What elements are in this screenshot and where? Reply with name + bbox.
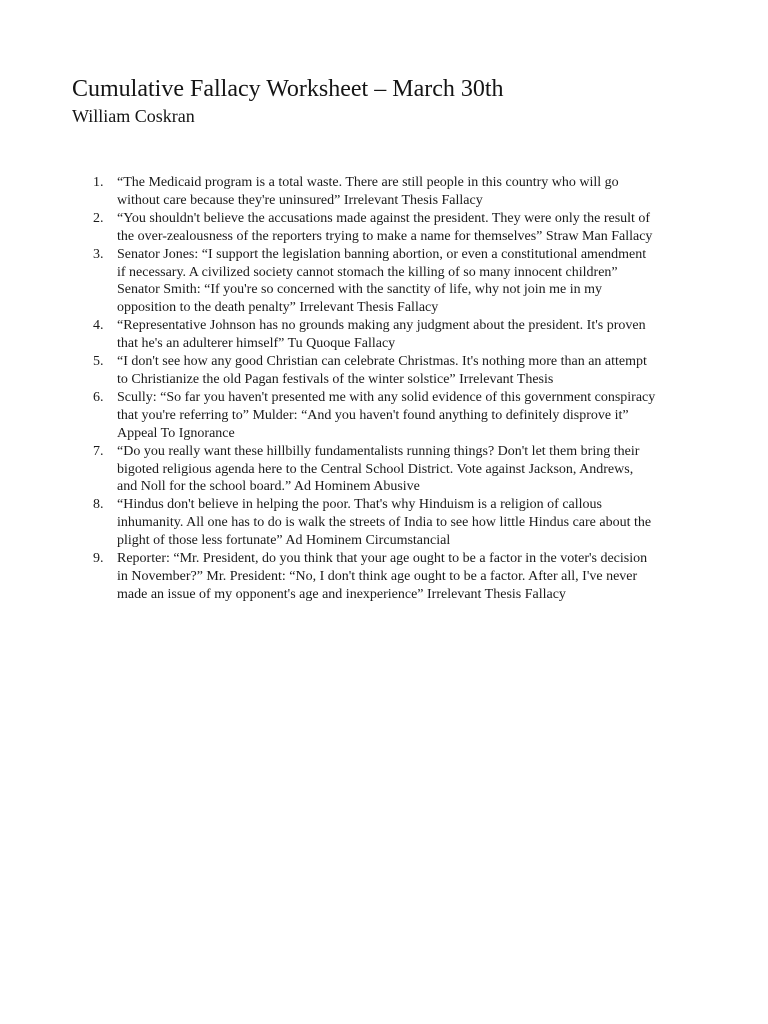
list-item-2 <box>72 210 702 246</box>
item-number: 1. <box>93 175 104 190</box>
item-number: 2. <box>93 210 104 226</box>
list-item-7 <box>72 443 702 497</box>
item-number: 4. <box>93 318 104 334</box>
item-number: 7. <box>93 443 104 459</box>
item-text: Reporter: “Mr. President, do you think that your age ought to be a factor in the voter's decision in November?” Mr. President: “No, I don't think age ought to be a factor. After all, I've never made an issue of my opponent's age and inexperience” Irrelevant Thesis Fallacy <box>117 551 648 602</box>
list-item-4 <box>72 317 702 353</box>
fallacy-list <box>72 174 702 604</box>
item-text: “Hindus don't believe in helping the poor. That's why Hinduism is a religion of callous inhumanity. All one has to do is walk the streets of India to see how little Hindus care about the plight of those less fortunate” Ad Hominem Circumstancial <box>117 497 652 549</box>
item-number: 9. <box>93 551 104 567</box>
item-number: 8. <box>93 497 104 513</box>
item-text: Senator Jones: “I support the legislation banning abortion, or even a constitutional amendment if necessary. A civilized society cannot stomach the killing of so many innocent children” Senator Smith: “If you're so concerned with the sanctity of life, why not join me in my opposition to the death penalty” Irrelevant Thesis Fallacy <box>117 246 647 316</box>
item-number: 3. <box>93 246 104 262</box>
document-author: William Coskran <box>72 106 195 126</box>
item-text: “You shouldn't believe the accusations made against the president. They were only the result of the over-zealousness of the reporters trying to make a name for themselves” Straw Man Fallacy <box>117 210 653 244</box>
list-item-6 <box>72 389 702 443</box>
item-text: “Do you really want these hillbilly fundamentalists running things? Don't let them bring their bigoted religious agenda here to the Central School District. Vote against Jackson, Andrews, and Noll for the school board.” Ad Hominem Abusive <box>117 443 640 495</box>
list-item-5 <box>72 353 702 389</box>
item-text: “Representative Johnson has no grounds making any judgment about the president. It's proven that he's an adulterer himself” Tu Quoque Fallacy <box>117 318 646 352</box>
item-number: 5. <box>93 354 104 370</box>
list-item-1 <box>72 174 702 210</box>
document-title: Cumulative Fallacy Worksheet – March 30th <box>72 76 504 102</box>
list-item-8 <box>72 496 702 550</box>
item-number: 6. <box>93 389 104 405</box>
item-text: “I don't see how any good Christian can celebrate Christmas. It's nothing more than an attempt to Christianize the old Pagan festivals of the winter solstice” Irrelevant Thesis <box>117 354 647 387</box>
item-text: “The Medicaid program is a total waste. There are still people in this country who will go without care because they're uninsured” Irrelevant Thesis Fallacy <box>117 175 619 208</box>
list-item-9 <box>72 550 702 604</box>
list-item-3 <box>72 246 702 318</box>
item-text: Scully: “So far you haven't presented me with any solid evidence of this government conspiracy that you're referring to” Mulder: “And you haven't found anything to definitely disprove it” Appeal To Ignorance <box>117 389 656 441</box>
